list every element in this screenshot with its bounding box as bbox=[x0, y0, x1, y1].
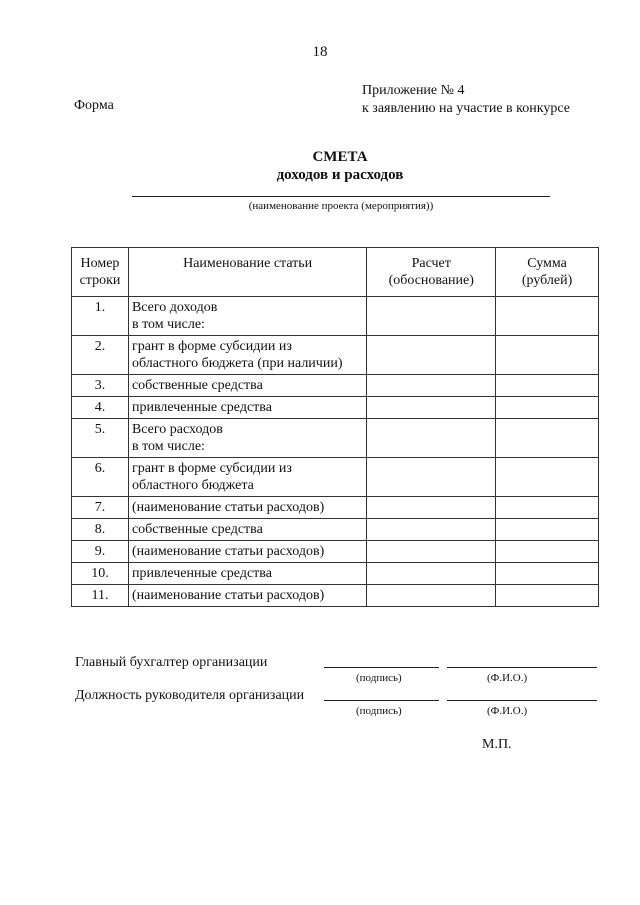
item-name-cell bbox=[128, 458, 366, 497]
head-name-caption: (Ф.И.О.) bbox=[487, 705, 528, 717]
calculation-cell bbox=[367, 297, 496, 336]
calculation-cell bbox=[367, 541, 496, 563]
stamp-place: М.П. bbox=[482, 737, 512, 752]
head-signature-caption: (подпись) bbox=[356, 705, 402, 717]
calculation-cell bbox=[367, 397, 496, 419]
head-name-line bbox=[447, 700, 597, 701]
row-number-cell: 1. bbox=[72, 297, 129, 336]
appendix-note bbox=[362, 82, 570, 118]
table-row bbox=[72, 585, 599, 607]
header-row-number-line-2: строки bbox=[79, 273, 121, 288]
header-amount-line-2: (рублей) bbox=[521, 273, 573, 288]
item-name-line-1: грант в форме субсидии из bbox=[131, 339, 292, 354]
item-name-cell bbox=[128, 397, 366, 419]
header-row-number bbox=[72, 248, 129, 297]
header-amount bbox=[496, 248, 599, 297]
item-name-line-1: привлеченные средства bbox=[131, 400, 272, 415]
row-number-cell: 2. bbox=[72, 336, 129, 375]
item-name-cell bbox=[128, 336, 366, 375]
amount-cell bbox=[496, 375, 599, 397]
header-amount-line-1: Сумма bbox=[527, 256, 567, 271]
item-name-line-2: областного бюджета (при наличии) bbox=[131, 356, 343, 371]
item-name-line-1: (наименование статьи расходов) bbox=[131, 500, 325, 515]
row-number-cell: 5. bbox=[72, 419, 129, 458]
item-name-line-2: областного бюджета bbox=[131, 478, 254, 493]
title-line-1: СМЕТА bbox=[312, 149, 368, 165]
item-name-line-2: в том числе: bbox=[131, 439, 205, 454]
table-row bbox=[72, 375, 599, 397]
amount-cell bbox=[496, 297, 599, 336]
calculation-cell bbox=[367, 519, 496, 541]
accountant-label: Главный бухгалтер организации bbox=[75, 655, 268, 670]
item-name-line-1: (наименование статьи расходов) bbox=[131, 544, 325, 559]
project-name-caption: (наименование проекта (мероприятия)) bbox=[248, 200, 434, 212]
amount-cell bbox=[496, 336, 599, 375]
appendix-line-2: к заявлению на участие в конкурсе bbox=[362, 101, 570, 116]
item-name-cell bbox=[128, 419, 366, 458]
estimate-table-body bbox=[72, 297, 599, 607]
calculation-cell bbox=[367, 585, 496, 607]
header-item-name bbox=[128, 248, 366, 297]
head-position-label: Должность руководителя организации bbox=[75, 688, 305, 703]
table-row bbox=[72, 297, 599, 336]
table-row bbox=[72, 458, 599, 497]
form-label: Форма bbox=[74, 98, 114, 113]
estimate-table bbox=[71, 247, 599, 607]
row-number-cell: 11. bbox=[72, 585, 129, 607]
header-calculation bbox=[367, 248, 496, 297]
calculation-cell bbox=[367, 375, 496, 397]
accountant-name-caption: (Ф.И.О.) bbox=[487, 672, 528, 684]
calculation-cell bbox=[367, 419, 496, 458]
row-number-cell: 4. bbox=[72, 397, 129, 419]
table-header-row bbox=[72, 248, 599, 297]
table-row bbox=[72, 419, 599, 458]
amount-cell bbox=[496, 458, 599, 497]
amount-cell bbox=[496, 397, 599, 419]
table-row bbox=[72, 336, 599, 375]
item-name-line-1: собственные средства bbox=[131, 522, 263, 537]
item-name-cell bbox=[128, 541, 366, 563]
table-row bbox=[72, 397, 599, 419]
item-name-line-1: привлеченные средства bbox=[131, 566, 272, 581]
project-name-line bbox=[132, 196, 550, 197]
item-name-cell bbox=[128, 519, 366, 541]
amount-cell bbox=[496, 419, 599, 458]
table-row bbox=[72, 519, 599, 541]
calculation-cell bbox=[367, 563, 496, 585]
table-row bbox=[72, 497, 599, 519]
item-name-cell bbox=[128, 585, 366, 607]
accountant-signature-line bbox=[324, 667, 439, 668]
item-name-cell bbox=[128, 497, 366, 519]
header-row-number-line-1: Номер bbox=[80, 256, 120, 271]
table-row bbox=[72, 563, 599, 585]
calculation-cell bbox=[367, 497, 496, 519]
row-number-cell: 7. bbox=[72, 497, 129, 519]
item-name-cell bbox=[128, 563, 366, 585]
item-name-cell bbox=[128, 297, 366, 336]
header-calculation-line-2: (обоснование) bbox=[388, 273, 474, 288]
item-name-line-1: (наименование статьи расходов) bbox=[131, 588, 325, 603]
row-number-cell: 10. bbox=[72, 563, 129, 585]
amount-cell bbox=[496, 519, 599, 541]
head-signature-line bbox=[324, 700, 439, 701]
title-line-2: доходов и расходов bbox=[276, 167, 404, 183]
header-calculation-line-1: Расчет bbox=[411, 256, 451, 271]
item-name-line-1: Всего расходов bbox=[131, 422, 223, 437]
page-number: 18 bbox=[312, 44, 328, 60]
item-name-line-1: собственные средства bbox=[131, 378, 263, 393]
amount-cell bbox=[496, 541, 599, 563]
row-number-cell: 3. bbox=[72, 375, 129, 397]
item-name-cell bbox=[128, 375, 366, 397]
table-row bbox=[72, 541, 599, 563]
item-name-line-2: в том числе: bbox=[131, 317, 205, 332]
document-title bbox=[0, 148, 640, 184]
amount-cell bbox=[496, 563, 599, 585]
row-number-cell: 8. bbox=[72, 519, 129, 541]
appendix-line-1: Приложение № 4 bbox=[362, 83, 465, 98]
header-item-name-text: Наименование статьи bbox=[183, 256, 313, 271]
row-number-cell: 6. bbox=[72, 458, 129, 497]
amount-cell bbox=[496, 497, 599, 519]
row-number-cell: 9. bbox=[72, 541, 129, 563]
calculation-cell bbox=[367, 458, 496, 497]
calculation-cell bbox=[367, 336, 496, 375]
accountant-name-line bbox=[447, 667, 597, 668]
item-name-line-1: грант в форме субсидии из bbox=[131, 461, 292, 476]
accountant-signature-caption: (подпись) bbox=[356, 672, 402, 684]
amount-cell bbox=[496, 585, 599, 607]
item-name-line-1: Всего доходов bbox=[131, 300, 218, 315]
